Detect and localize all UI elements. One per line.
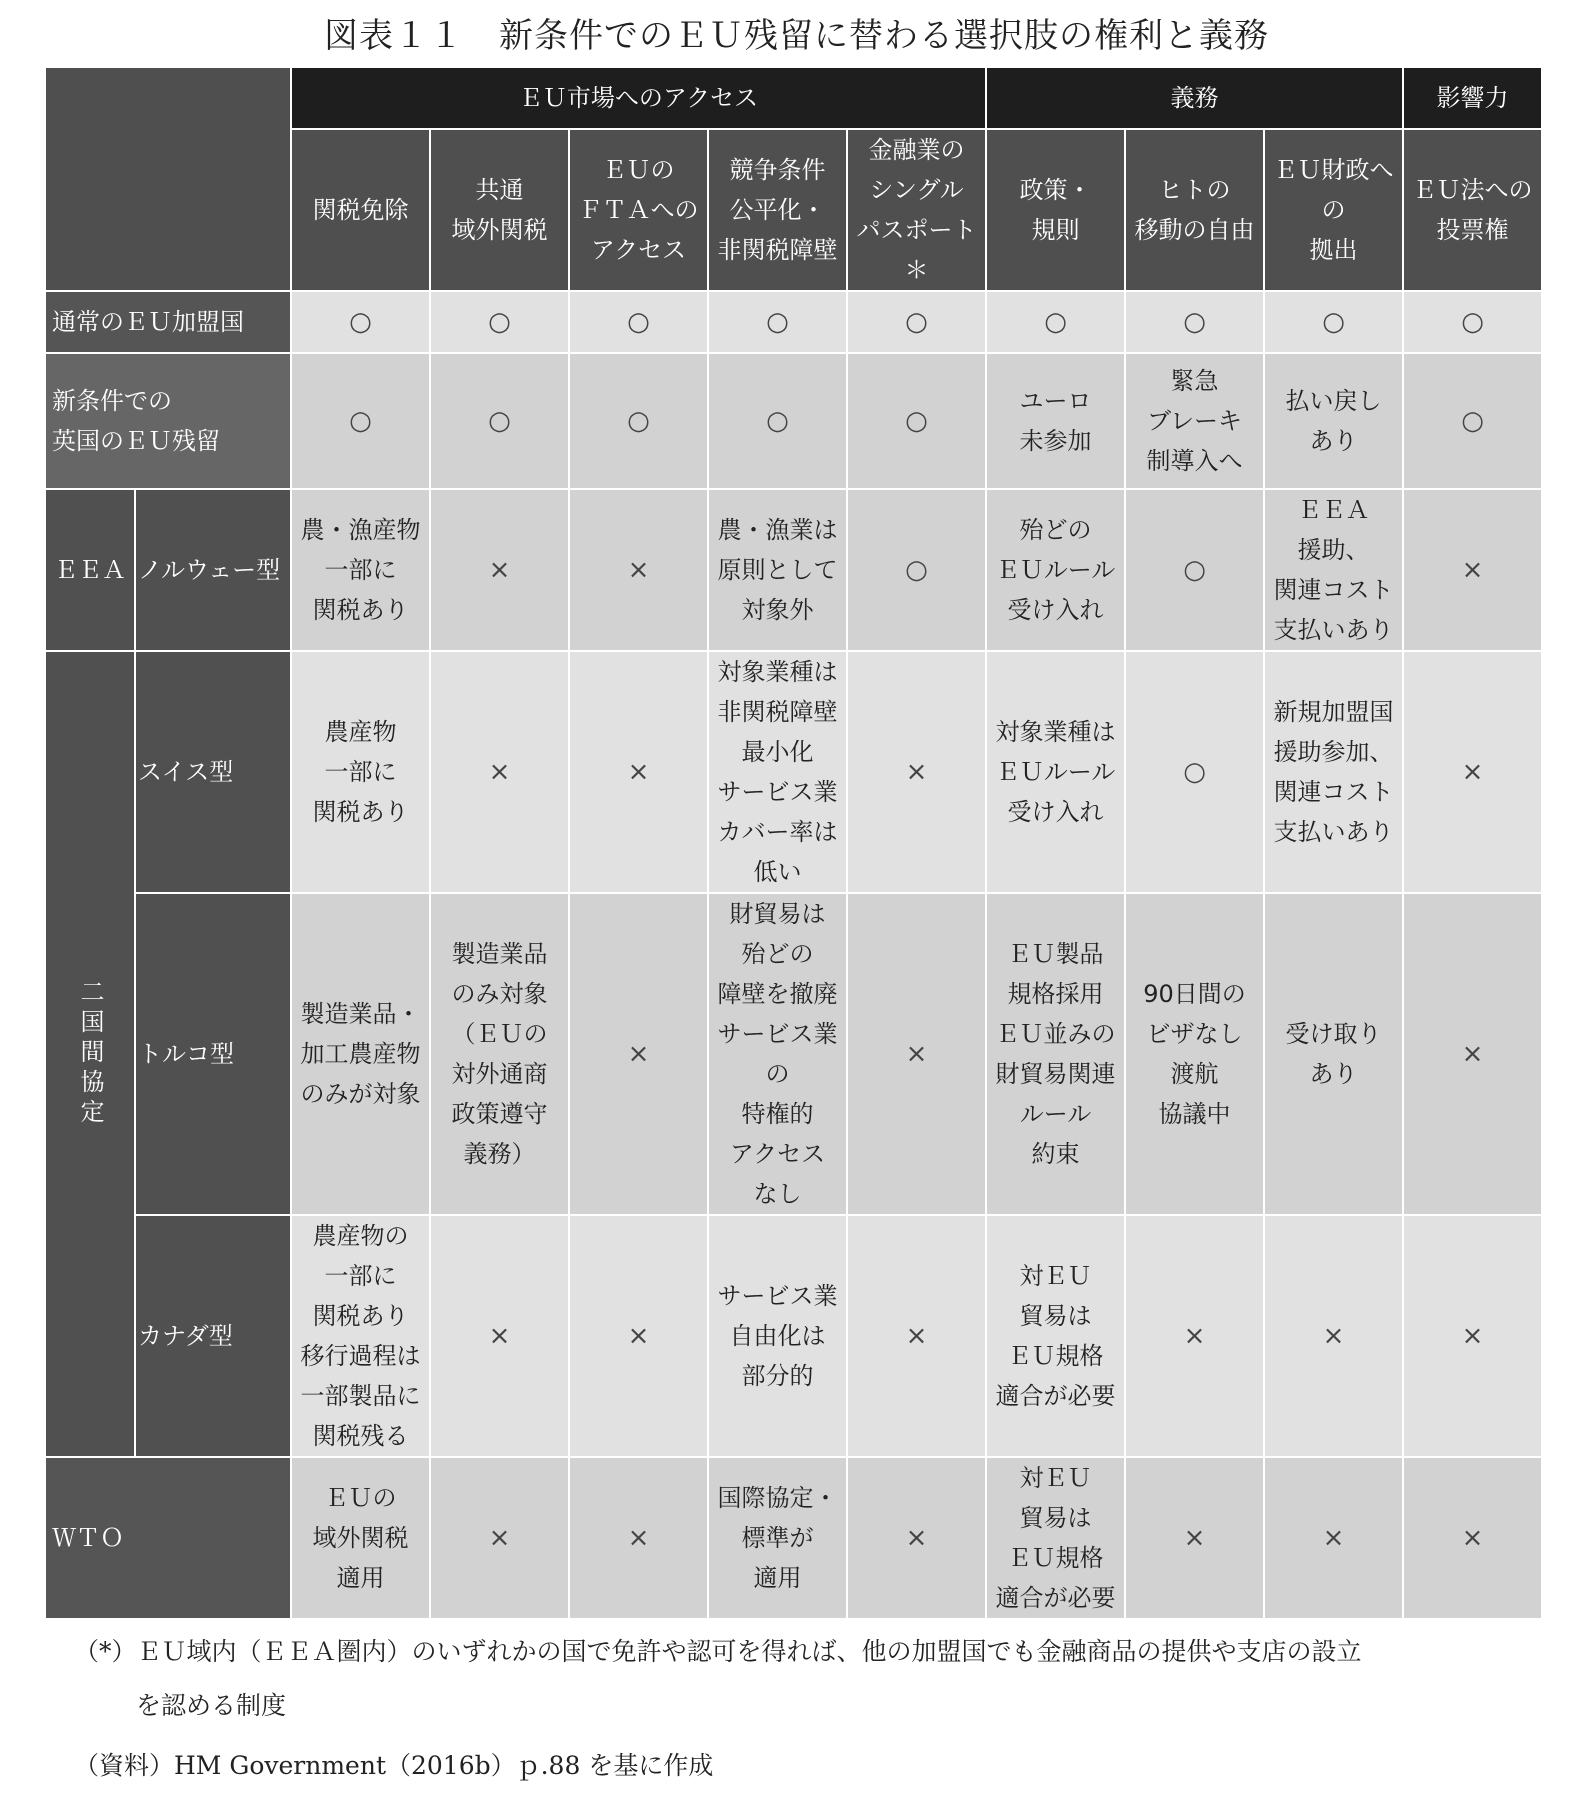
col-header: 関税免除 [292,130,429,290]
source-note: （資料）HM Government（2016b）ｐ.88 を基に作成 [74,1751,714,1780]
table-cell: 緊急 ブレーキ 制導入へ [1126,354,1263,488]
table-cell: 製造業品 のみ対象 （ＥＵの 対外通商 政策遵守 義務） [431,894,568,1214]
table-cell: ＥＥＡ 援助、 関連コスト 支払いあり [1265,490,1402,650]
table-cell: × [1265,1216,1402,1456]
table-cell: × [1404,1216,1541,1456]
table-cell: × [1126,1216,1263,1456]
row-label-swiss: スイス型 [136,652,290,892]
col-header: ＥＵの ＦＴＡへの アクセス [570,130,707,290]
table-cell: ○ [709,292,846,352]
col-header: 共通 域外関税 [431,130,568,290]
table-cell: × [1265,1458,1402,1618]
table-cell: ○ [1126,652,1263,892]
table-cell: ○ [1404,292,1541,352]
table-cell: × [570,894,707,1214]
table-cell: ○ [292,354,429,488]
group-influence: 影響力 [1404,68,1541,128]
row-turkey [46,894,1541,1214]
table-cell: 農・漁産物 一部に 関税あり [292,490,429,650]
row-wto [46,1458,1541,1618]
table-cell: × [848,1458,985,1618]
table-cell: ○ [1404,354,1541,488]
table-cell: ○ [1126,292,1263,352]
bilateral-label: 二国間協定 [76,979,104,1129]
row-label-turkey: トルコ型 [136,894,290,1214]
col-header: ＥＵ財政へ の 拠出 [1265,130,1402,290]
table-cell: サービス業 自由化は 部分的 [709,1216,846,1456]
table-cell: ○ [1265,292,1402,352]
table-cell: 対ＥＵ 貿易は ＥＵ規格 適合が必要 [987,1458,1124,1618]
row-label-wto: ＷＴＯ [46,1458,290,1618]
table-cell: ○ [570,354,707,488]
col-header: 金融業の シングル パスポート ＊ [848,130,985,290]
row-label-bilateral [46,652,134,1456]
table-cell: ○ [709,354,846,488]
table-cell: ユーロ 未参加 [987,354,1124,488]
row-norway [46,490,1541,650]
group-duty: 義務 [987,68,1402,128]
table-cell: ○ [848,354,985,488]
table-cell: ○ [570,292,707,352]
table-cell: 90日間の ビザなし 渡航 協議中 [1126,894,1263,1214]
table-cell: × [570,490,707,650]
table-cell: × [1404,894,1541,1214]
group-access: ＥＵ市場へのアクセス [292,68,985,128]
table-cell: 対ＥＵ 貿易は ＥＵ規格 適合が必要 [987,1216,1124,1456]
table-cell: ○ [431,292,568,352]
table-cell: ○ [987,292,1124,352]
table-cell: × [431,1458,568,1618]
table-cell: ○ [1126,490,1263,650]
col-header: ヒトの 移動の自由 [1126,130,1263,290]
table-cell: 農産物の 一部に 関税あり 移行過程は 一部製品に 関税残る [292,1216,429,1456]
table-cell: × [570,1458,707,1618]
table-cell: 国際協定・ 標準が 適用 [709,1458,846,1618]
row-label-norway: ノルウェー型 [136,490,290,650]
options-table [44,66,1543,1620]
footnote-line2: を認める制度 [136,1691,287,1720]
table-cell: × [1126,1458,1263,1618]
table-cell: × [848,652,985,892]
col-header: ＥＵ法への 投票権 [1404,130,1541,290]
row-label-normal: 通常のＥＵ加盟国 [46,292,290,352]
table-cell: ＥＵの 域外関税 適用 [292,1458,429,1618]
table-cell: 対象業種は ＥＵルール 受け入れ [987,652,1124,892]
table-cell: 農・漁業は 原則として 対象外 [709,490,846,650]
table-cell: 製造業品・ 加工農産物 のみが対象 [292,894,429,1214]
table-cell: × [848,1216,985,1456]
table-cell: 受け取り あり [1265,894,1402,1214]
table-cell: ○ [848,490,985,650]
table-cell: ○ [431,354,568,488]
table-cell: ○ [848,292,985,352]
row-label-new: 新条件での 英国のＥＵ残留 [46,354,290,488]
table-cell: × [570,1216,707,1456]
row-normal [46,292,1541,352]
table-cell: 新規加盟国 援助参加、 関連コスト 支払いあり [1265,652,1402,892]
footnote-line1: （*）ＥＵ域内（ＥＥＡ圏内）のいずれかの国で免許や認可を得れば、他の加盟国でも金融商品の提供や支店の設立 [74,1637,1362,1666]
table-cell: 財貿易は 殆どの 障壁を撤廃 サービス業 の 特権的 アクセス なし [709,894,846,1214]
table-cell: × [431,490,568,650]
table-cell: × [570,652,707,892]
table-cell: × [1404,490,1541,650]
table-cell: 対象業種は 非関税障壁 最小化 サービス業 カバー率は 低い [709,652,846,892]
row-new [46,354,1541,488]
table-cell: 農産物 一部に 関税あり [292,652,429,892]
table-cell: ○ [292,292,429,352]
table-cell: 払い戻し あり [1265,354,1402,488]
table-cell: × [431,652,568,892]
group-header-row [46,68,1541,128]
table-cell: × [1404,652,1541,892]
table-cell: × [1404,1458,1541,1618]
table-cell: × [431,1216,568,1456]
row-label-canada: カナダ型 [136,1216,290,1456]
col-header: 政策・ 規則 [987,130,1124,290]
row-label-eea: ＥＥＡ [46,490,134,650]
row-swiss [46,652,1541,892]
table-cell: ＥＵ製品 規格採用 ＥＵ並みの 財貿易関連 ルール 約束 [987,894,1124,1214]
row-canada [46,1216,1541,1456]
figure-title: 図表１１ 新条件でのＥＵ残留に替わる選択肢の権利と義務 [324,16,1269,56]
table-cell: 殆どの ＥＵルール 受け入れ [987,490,1124,650]
corner-cell [46,68,290,290]
col-header: 競争条件 公平化・ 非関税障壁 [709,130,846,290]
table-cell: × [848,894,985,1214]
